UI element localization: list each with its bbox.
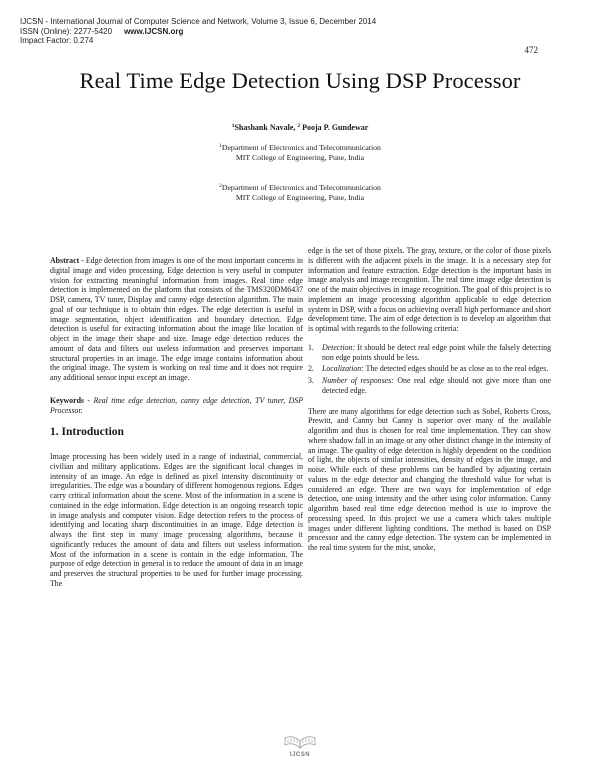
affiliation-inst: MIT College of Engineering, Pune, India [235, 153, 365, 162]
introduction-text: Image processing has been widely used in a range of industrial, commercial, civilian and military applications. Edges are the significant local changes in intensity of an image. An edge is defined as pixel intensity discontinuity or irregularities. The edge was a boundary of different homogenous regions. Edges carry critical information about the scene. Most of the information in a scene is contained in the edge information. Edge detection is an ongoing research topic in image analysis and computer vision. Edge detection refers to the process of identifying and locating sharp discontinuities in an image. Edge detection is always the first step in many image processing algorithms, because it significantly reduces the amount of data and filters out useless information. Most of the information in a scene is contain in the edge information. The purpose of edge detection in general is to reduce the amount of data in an image and preserves the structural properties to be used for further image processing. The [50, 452, 303, 588]
list-item [308, 343, 551, 363]
author2-name: Pooja P. Gundewar [300, 123, 369, 132]
affiliation-dept: Department of Electronics and Telecommunication [221, 143, 381, 152]
item-number: 2. [308, 364, 314, 374]
issn-line [20, 27, 376, 37]
abstract-text: Edge detection from images is one of the most important concerns in digital image and video processing. Edge detection is very useful in computer vision for extracting meaningful information from images. Real time edge detection is implemented on the platform that consists of the TMS320DM6437 DSP, camera, TV tuner, Display and canny edge detection algorithm. The main goal of our technique is to obtain thin edges. The edge detection is useful in image segmentation, object identification and boundary detection. Edge detection is useful for extracting information about the image like location of object in the image their shape and size. Image edge detection reduces the amount of data and filters out useless information and preserves important structural properties in an image. The edge image contains information about the original image. The system is working on real time and it does not require any additional sensor input except an image. [50, 256, 303, 382]
item-number: 3. [308, 376, 314, 385]
item-term: Localization: [322, 364, 364, 374]
affiliation-inst: MIT College of Engineering, Pune, India [235, 193, 365, 202]
list-item [308, 376, 551, 396]
item-text: It should be detect real edge point while the falsely detecting non edge points should be less. [322, 342, 551, 362]
list-item [308, 364, 551, 374]
footer [0, 732, 600, 761]
item-term: Number of responses: [322, 376, 394, 385]
affiliation-1 [0, 143, 600, 163]
journal-line: IJCSN - International Journal of Computer Science and Network, Volume 3, Issue 6, December 2014 [20, 17, 377, 26]
item-text: One real edge should not give more than one detected edge. [322, 376, 552, 395]
author2-sup: 2 [297, 123, 301, 129]
page-number: 472 [524, 45, 538, 55]
abstract [50, 256, 303, 383]
journal-header [20, 17, 376, 46]
item-number: 1. [308, 342, 314, 352]
keywords-text: Real time edge detection, canny edge detection, TV tuner, DSP Processor. [50, 395, 303, 415]
affiliation-sup: 2 [219, 183, 222, 189]
edge-algorithms-text: There are many algorithms for edge detection such as Sobel, Roberts Cross, Prewitt, and Canny but Canny is superior over many of the available algorithm and thus is chosen for real time implementation. They can show where shadow fall in an image or any other distinct change in the intensity of an image. The quality of edge detection is highly dependent on the condition of light, the objects of similar intensities, density of edges in the image, and noise. While each of these problems can be handled by adjusting certain values in the edge detector and changing the threshold value for what is considered an edge. There are two ways for implementation of edge detection, one using intensity and the other using color information. Canny algorithm based real time edge detection method is use to improve the processing speed. In this project we use a camera which takes multiple images under different lighting conditions. The method is based on DSP processor and the canny edge detection. The system can be implemented in the real time system for the mist, smoke, [308, 406, 551, 552]
keywords-label: Keywords [50, 395, 84, 405]
section-heading: 1. Introduction [50, 426, 124, 439]
affiliation-dept: Department of Electronics and Telecommunication [221, 183, 381, 192]
logo-text: IJCSN [289, 752, 311, 758]
right-column [308, 246, 551, 553]
keywords-sep: - [84, 395, 94, 405]
keywords [50, 396, 303, 416]
book-logo-icon [283, 732, 317, 750]
authors [0, 123, 600, 132]
paper-title: Real Time Edge Detection Using DSP Processor [79, 68, 521, 93]
intro-continued: edge is the set of those pixels. The gray, texture, or the color of those pixels is different with the adjacent pixels in the image. It is a necessary step for information and feature extraction. Edge detection is the important basis in image analysis and image recognition. The real time image edge detection is one of the main objectives in image recognition. The goal of this project is to implement an image processing algorithm applicable to edge detection system in DSP, with a focus on achieving overall high performance and short development time. The aim of edge detection is to develop an algorithm that is optimal with regards to the following criteria: [308, 246, 551, 333]
ijcsn-logo [283, 732, 317, 758]
affiliation-2 [0, 183, 600, 203]
left-column [50, 256, 303, 589]
abstract-label: Abstract - [50, 256, 86, 265]
item-term: Detection: [322, 342, 356, 352]
author1-sup: 1 [231, 123, 235, 129]
author1-name: Shashank Navale, [234, 123, 298, 132]
journal-website: www.IJCSN.org [124, 26, 184, 36]
item-text: The detected edges should be as close as to the real edges. [363, 364, 549, 374]
criteria-list [308, 343, 551, 396]
affiliation-sup: 1 [219, 143, 222, 149]
impact-factor: Impact Factor: 0.274 [20, 36, 94, 45]
issn: ISSN (Online): 2277-5420 [20, 26, 113, 36]
